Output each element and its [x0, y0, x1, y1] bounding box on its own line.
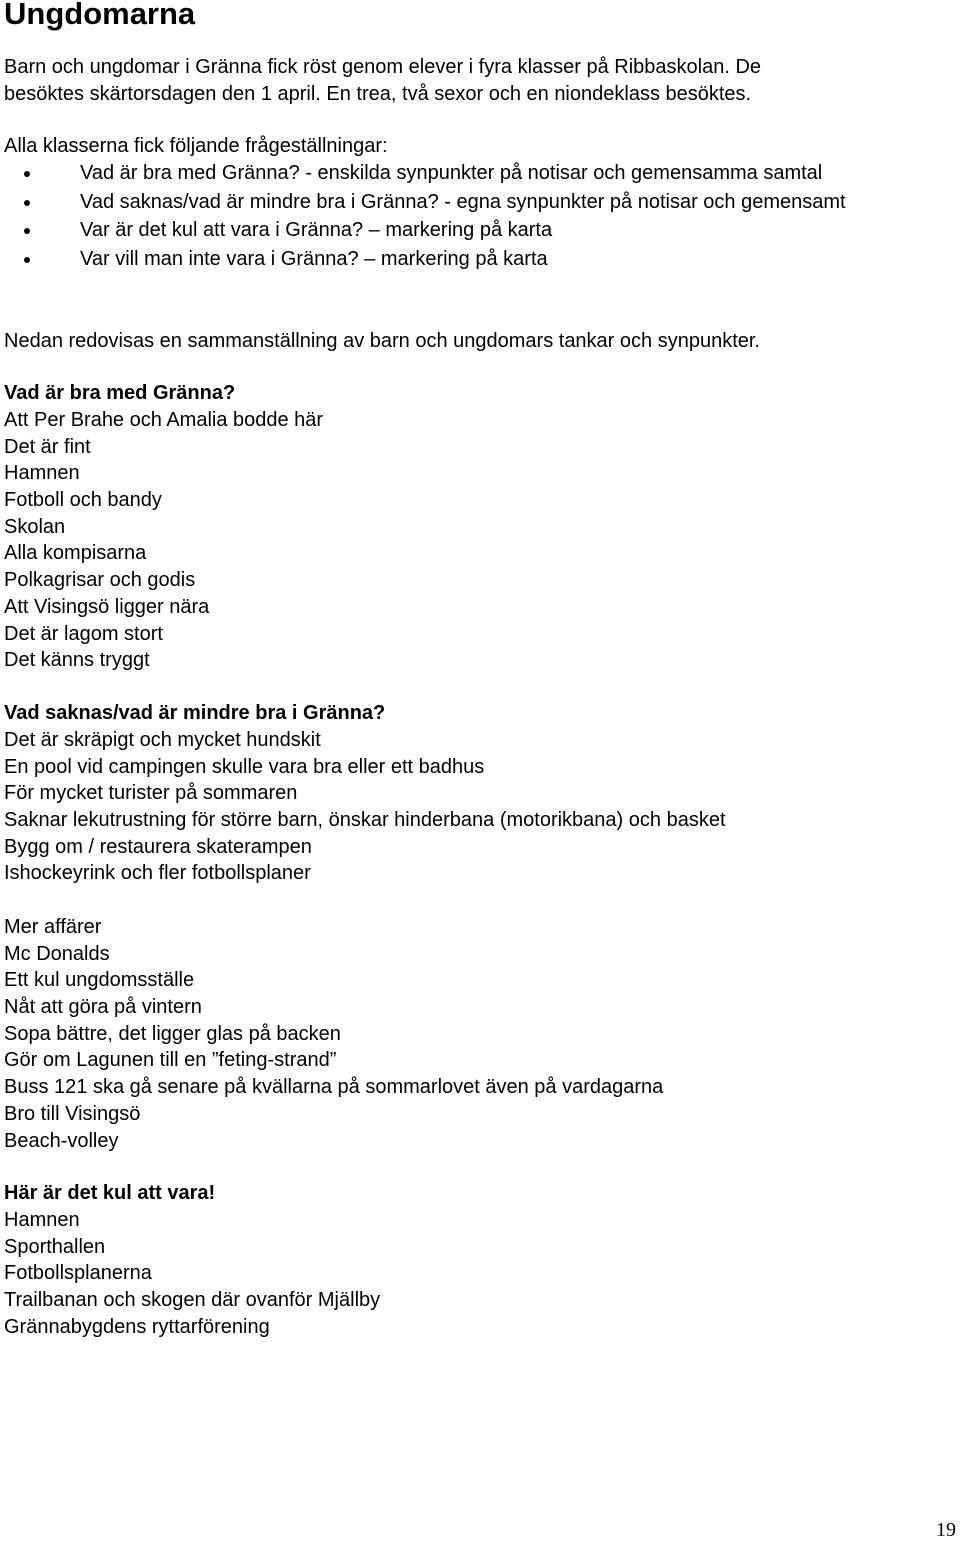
- list-item: Sporthallen: [4, 1235, 106, 1258]
- list-item: Alla kompisarna: [4, 542, 147, 565]
- list-item: Buss 121 ska gå senare på kvällarna på sommarlovet även på vardagarna: [4, 1076, 664, 1099]
- question-item: [0, 187, 940, 216]
- question-text: Vad är bra med Gränna? - enskilda synpunkter på notisar och gemensamma samtal: [80, 162, 823, 184]
- section-heading-good: Vad är bra med Gränna?: [4, 382, 236, 404]
- page-title: Ungdomarna: [4, 0, 196, 31]
- list-item: Mc Donalds: [4, 942, 110, 965]
- list-item: Ett kul ungdomsställe: [4, 969, 195, 992]
- list-item: Bygg om / restaurera skaterampen: [4, 835, 312, 858]
- section-heading-fun: Här är det kul att vara!: [4, 1182, 216, 1204]
- list-item: Hamnen: [4, 1209, 80, 1231]
- list-item: Att Per Brahe och Amalia bodde här: [4, 409, 324, 431]
- list-item: Skolan: [4, 515, 66, 538]
- list-item: Mer affärer: [4, 916, 102, 938]
- missing-list-a: [4, 727, 726, 887]
- question-text: Vad saknas/vad är mindre bra i Gränna? - egna synpunkter på notisar och gemensamt: [80, 190, 846, 213]
- list-item: Det är fint: [4, 435, 91, 458]
- list-item: För mycket turister på sommaren: [4, 782, 298, 805]
- list-item: Grännabygdens ryttarförening: [4, 1315, 270, 1338]
- intro-line-1: Barn och ungdomar i Gränna fick röst genom elever i fyra klasser på Ribbaskolan. De: [4, 56, 762, 78]
- list-item: Det är lagom stort: [4, 622, 163, 645]
- list-item: Det känns tryggt: [4, 649, 150, 672]
- list-item: Fotboll och bandy: [4, 489, 162, 512]
- list-item: Trailbanan och skogen där ovanför Mjällby: [4, 1289, 381, 1312]
- list-item: Polkagrisar och godis: [4, 569, 196, 592]
- list-item: Bro till Visingsö: [4, 1102, 141, 1125]
- bullet-icon: [24, 228, 30, 234]
- list-item: En pool vid campingen skulle vara bra eller ett badhus: [4, 755, 485, 778]
- list-item: Beach-volley: [4, 1129, 119, 1152]
- bullet-icon: [24, 171, 30, 177]
- list-item: Att Visingsö ligger nära: [4, 595, 210, 618]
- fun-list: [4, 1207, 380, 1340]
- list-item: Det är skräpigt och mycket hundskit: [4, 729, 321, 751]
- page-number: 19: [936, 1519, 956, 1541]
- good-list: [4, 407, 323, 674]
- question-text: Var vill man inte vara i Gränna? – markering på karta: [80, 248, 548, 271]
- bullet-icon: [24, 257, 30, 263]
- list-item: Saknar lekutrustning för större barn, önskar hinderbana (motorikbana) och basket: [4, 809, 726, 832]
- summary-text: Nedan redovisas en sammanställning av barn och ungdomars tankar och synpunkter.: [4, 330, 760, 352]
- section-heading-missing: Vad saknas/vad är mindre bra i Gränna?: [4, 702, 386, 724]
- list-item: Ishockeyrink och fler fotbollsplaner: [4, 862, 311, 885]
- questions-list: [0, 160, 940, 273]
- list-item: Fotbollsplanerna: [4, 1262, 152, 1285]
- list-item: Gör om Lagunen till en ”feting-strand”: [4, 1049, 337, 1072]
- question-item: [0, 215, 940, 244]
- list-item: Nåt att göra på vintern: [4, 996, 202, 1019]
- list-item: Hamnen: [4, 462, 80, 485]
- bullet-icon: [24, 200, 30, 206]
- questions-intro: Alla klasserna fick följande frågeställningar:: [4, 135, 388, 157]
- question-text: Var är det kul att vara i Gränna? – markering på karta: [80, 219, 553, 242]
- question-item: [0, 244, 940, 273]
- intro-line-2: besöktes skärtorsdagen den 1 april. En trea, två sexor och en niondeklass besöktes.: [4, 83, 752, 105]
- missing-list-b: [4, 914, 663, 1154]
- list-item: Sopa bättre, det ligger glas på backen: [4, 1022, 341, 1045]
- question-item: [0, 160, 940, 187]
